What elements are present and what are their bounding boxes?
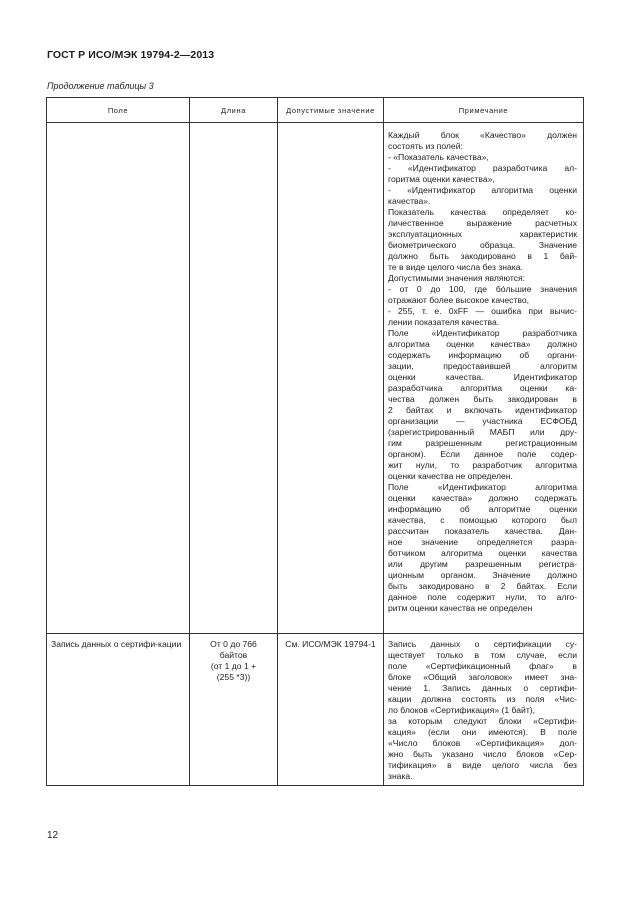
note-line: ло блоков «Сертификация» (1 байт), (388, 705, 536, 715)
length-line: От 0 до 766 (210, 639, 257, 649)
column-header-values: Допустимые значение (278, 98, 384, 123)
note-line: тификация» в виде целого числа без (388, 760, 577, 770)
note-line: те в виде целого числа без знака. (388, 262, 523, 272)
table-caption: Продолжение таблицы 3 (47, 81, 154, 91)
note-line: зации, предоставившей алгоритм (388, 361, 577, 371)
note-line: за которым следуют блоки «Сертифи- (388, 716, 577, 726)
cell-values: См. ИСО/МЭК 19794-1 (278, 634, 384, 786)
note-line: кация» (если они имеются). В поле (388, 727, 577, 737)
note-line: чества должен быть закодирован в (388, 394, 577, 404)
note-line: ритм оценки качества не определен (388, 603, 533, 613)
note-line: Допустимыми значения являются: (388, 273, 526, 283)
note-line: или другим разрешенным регистра- (388, 559, 577, 569)
note-line: гим разрешенным регистрационным (388, 438, 577, 448)
column-header-length: Длина (190, 98, 278, 123)
note-line: органом). Если данное поле содер- (388, 449, 577, 459)
note-line: чение 1. Запись данных о сертифи- (388, 683, 577, 693)
note-line: Показатель качества определяет ко- (388, 207, 577, 217)
length-line: (от 1 до 1 + (210, 661, 257, 671)
note-line: лении показателя качества. (388, 317, 500, 327)
note-line: блоке «Общий заголовок» имеет зна- (388, 672, 577, 682)
note-line: кации должна состоять из поля «Чис- (388, 694, 577, 704)
cell-note (384, 634, 584, 786)
note-line: Поле «Идентификатор разработчика (388, 328, 577, 338)
note-line: рассчитан показатель качества. Дан- (388, 526, 577, 536)
note-line: оценки качества не определен. (388, 471, 513, 481)
note-line: должно быть закодировано в 1 бай- (388, 251, 577, 261)
note-line: жно быть указано число блоков «Сер- (388, 749, 577, 759)
length-line: (255 *3)) (216, 672, 251, 682)
note-line: алгоритма оценки качества» должно (388, 339, 577, 349)
note-line: качества, с помощью которого был (388, 515, 577, 525)
note-line: - «Идентификатор алгоритма оценки (388, 185, 577, 195)
note-line: информацию об алгоритме оценки (388, 504, 577, 514)
note-line: Запись данных о сертификации су- (388, 639, 577, 649)
note-line: биометрического образца. Значение (388, 240, 577, 250)
column-header-note: Примечание (384, 98, 584, 123)
table-header-row (47, 98, 584, 123)
note-line: - от 0 до 100, где бóльшие значения (388, 284, 577, 294)
note-line: горитма оценки качества», (388, 174, 495, 184)
note-line: организации — участника ЕСФОБД (388, 416, 577, 426)
table-row (47, 634, 584, 786)
note-line: оценки качества. Идентификатор (388, 372, 577, 382)
note-line: данное поле содержит нули, то алго- (388, 592, 577, 602)
note-line: поле «Сертификационный флаг» в (388, 661, 577, 671)
note-line: ное значение определяется разра- (388, 537, 577, 547)
note-line: эксплуатационных характеристик (388, 229, 577, 239)
note-line: «Число блоков «Сертификация» дол- (388, 738, 577, 748)
note-line: Каждый блок «Качество» должен (388, 130, 577, 140)
note-line: (зарегистрированный МАБП или дру- (388, 427, 577, 437)
note-line: - «Идентификатор разработчика ал- (388, 163, 577, 173)
note-line: Поле «Идентификатор алгоритма (388, 482, 577, 492)
note-line: содержать информацию об органи- (388, 350, 577, 360)
note-line: качества». (388, 196, 431, 206)
note-line: ществует только в том случае, если (388, 650, 577, 660)
note-line: - «Показатель качества», (388, 152, 489, 162)
note-line: жит нули, то разработчик алгоритма (388, 460, 577, 470)
page-number: 12 (47, 830, 59, 841)
note-line: разработчика алгоритма оценки ка- (388, 383, 577, 393)
cell-length (190, 123, 278, 634)
note-line: ционным органом. Значение должно (388, 570, 577, 580)
note-line: ботчиком алгоритма оценки качества (388, 548, 577, 558)
note-line: знака. (388, 771, 413, 781)
column-header-field: Поле (47, 98, 190, 123)
cell-note (384, 123, 584, 634)
note-line: отражают более высокое качество, (388, 295, 530, 305)
document-header: ГОСТ Р ИСО/МЭК 19794-2—2013 (47, 49, 215, 61)
cell-length (190, 634, 278, 786)
length-line: байтов (219, 650, 248, 660)
note-line: 2 байтах и включать идентификатор (388, 405, 577, 415)
note-line: оценки качества» должно содержать (388, 493, 577, 503)
cell-field (47, 123, 190, 634)
note-line: быть закодировано в 2 байтах. Если (388, 581, 577, 591)
note-line: состоять из полей: (388, 141, 463, 151)
data-table (46, 97, 584, 786)
note-line: личественное выражение расчетных (388, 218, 577, 228)
note-line: - 255, т. е. 0xFF — ошибка при вычис- (388, 306, 577, 316)
table-row (47, 123, 584, 634)
cell-field: Запись данных о сертифи-кации (47, 634, 190, 786)
cell-values (278, 123, 384, 634)
